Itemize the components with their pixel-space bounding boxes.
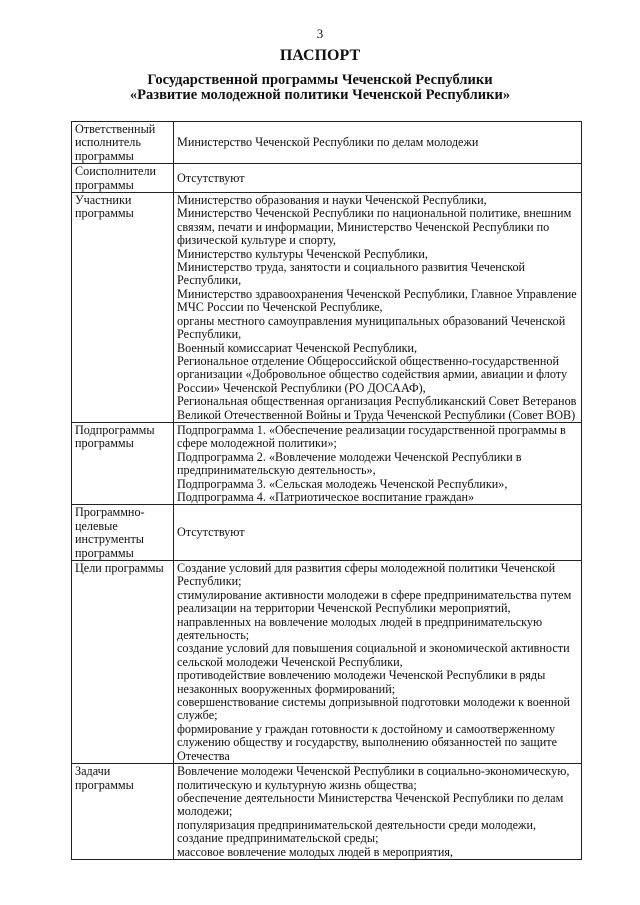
row-label: Цели программы <box>72 561 174 764</box>
row-item: Подпрограмма 1. «Обеспечение реализации государственной программы в сфере молодежной политики»; <box>177 422 566 451</box>
table-row-coexecutors <box>72 164 582 193</box>
row-item: противодействие вовлечению молодежи Чеченской Республики в ряды незаконных вооруженных формирований; <box>177 668 546 696</box>
row-item: Подпрограмма 4. «Патриотическое воспитание граждан» <box>177 489 475 504</box>
row-label: Программно-целевые инструменты программы <box>72 505 174 561</box>
row-item: Подпрограмма 3. «Сельская молодежь Чеченской Республики», <box>177 476 508 491</box>
table-row-goals <box>72 561 582 764</box>
row-item: Министерство культуры Чеченской Республики, <box>177 246 428 261</box>
document-title: ПАСПОРТ <box>279 47 361 64</box>
row-item: Региональная общественная организация Республиканский Совет Ветеранов Великой Отечественной Войны и Труда Чеченской Республики (Совет ВОВ) <box>177 394 577 422</box>
row-label: Ответственный исполнитель программы <box>72 122 174 164</box>
row-item: стимулирование активности молодежи в сфере предпринимательства путем реализации на территории Чеченской Республики мероприятий, направленных на вовлечение молодых людей в предпринимательскую деятельность; <box>177 587 572 643</box>
row-value <box>174 561 582 764</box>
table-row-participants <box>72 193 582 423</box>
row-item: Министерство здравоохранения Чеченской Республики, Главное Управление МЧС России по Чеченской Республике, <box>177 286 577 315</box>
subtitle-line-1: Государственной программы Чеченской Республики <box>147 72 493 88</box>
row-item: Отсутствуют <box>177 525 245 540</box>
row-value <box>174 193 582 423</box>
row-item: Министерство труда, занятости и социального развития Чеченской Республики, <box>177 260 526 288</box>
subtitle-line-2: «Развитие молодежной политики Чеченской Республики» <box>129 87 511 103</box>
passport-table <box>71 121 582 860</box>
row-item: Подпрограмма 2. «Вовлечение молодежи Чеченской Республики в предпринимательскую деятельность», <box>177 449 522 478</box>
row-value <box>174 505 582 561</box>
document-subtitle <box>0 73 640 103</box>
table-row-subprograms <box>72 422 582 504</box>
row-item: обеспечение деятельности Министерства Чеченской Республики по делам молодежи; <box>177 790 564 819</box>
row-item: массовое вовлечение молодых людей в мероприятия, <box>177 844 454 859</box>
page-number: 3 <box>316 26 324 41</box>
row-item: популяризация предпринимательской деятельности среди молодежи, создание предпринимательской среды; <box>177 817 537 846</box>
table-row-instruments <box>72 505 582 561</box>
row-value <box>174 122 582 164</box>
row-value <box>174 422 582 504</box>
row-value <box>174 764 582 860</box>
row-label: Участники программы <box>72 193 174 423</box>
row-item: формирование у граждан готовности к достойному и самоотверженному служению обществу и государству, выполнению обязанностей по защите Отечества <box>177 721 557 763</box>
row-item: Министерство Чеченской Республики по национальной политике, внешним связям, печати и информации, Министерство Чеченской Республики по физической культуре и спорту, <box>177 206 572 248</box>
table-row-responsible <box>72 122 582 164</box>
row-label: Соисполнители программы <box>72 164 174 193</box>
row-item: Создание условий для развития сферы молодежной политики Чеченской Республики; <box>177 561 556 589</box>
row-item: Военный комиссариат Чеченской Республики, <box>177 340 418 355</box>
row-label: Подпрограммы программы <box>72 422 174 504</box>
row-value <box>174 164 582 193</box>
table-row-tasks <box>72 764 582 860</box>
row-item: Отсутствуют <box>177 170 245 185</box>
row-item: создание условий для повышения социальной и экономической активности сельской молодежи Чеченской Республики, <box>177 641 570 669</box>
row-item: совершенствование системы допризывной подготовки молодежи к военной службе; <box>177 695 571 723</box>
row-item: Министерство Чеченской Республики по делам молодежи <box>177 135 479 150</box>
row-item: Региональное отделение Общероссийской общественно-государственной организации «Добровольное общество содействия армии, авиации и флоту России» Чеченской Республики (РО ДОСААФ), <box>177 353 568 395</box>
row-item: органы местного самоуправления муниципальных образований Чеченской Республики, <box>177 313 566 342</box>
row-item: Вовлечение молодежи Чеченской Республики в социально-экономическую, политическую и культурную жизнь общества; <box>177 764 570 792</box>
row-item: Министерство образования и науки Чеченской Республики, <box>177 193 487 208</box>
row-label: Задачи программы <box>72 764 174 860</box>
